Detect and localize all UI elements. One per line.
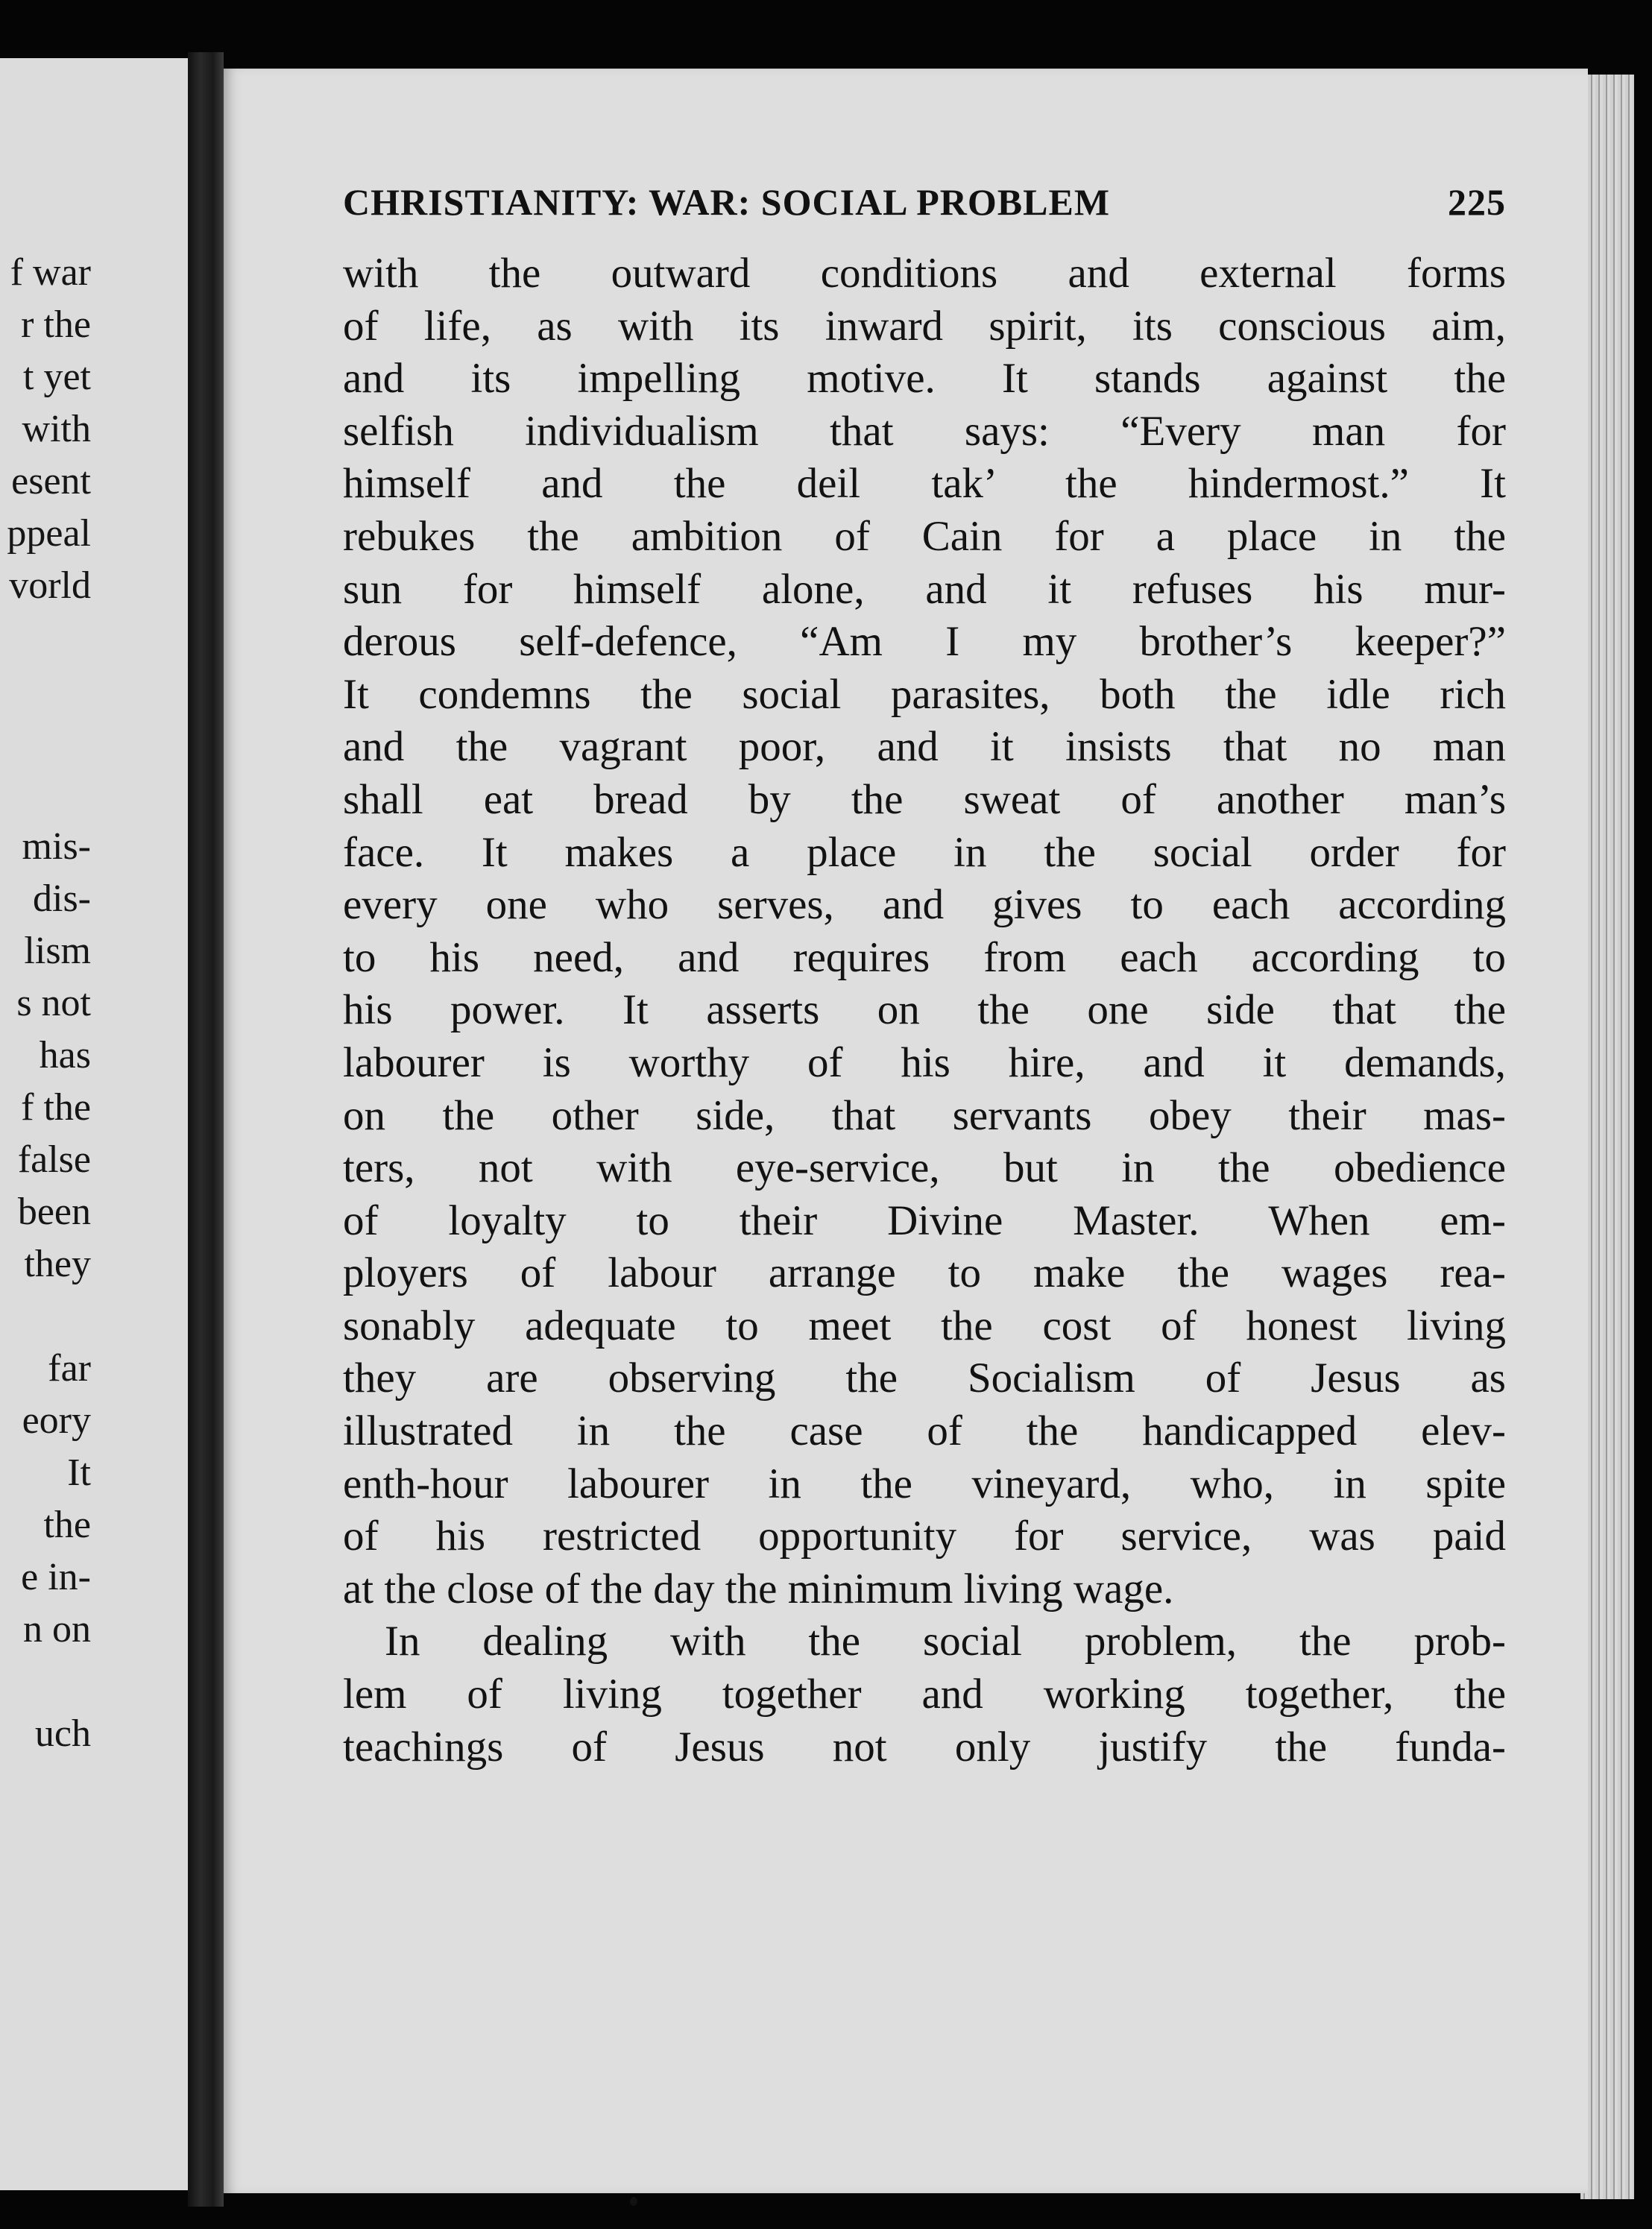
- text-line: enth-hour labourer in the vineyard, who, in spite: [343, 1460, 1506, 1507]
- text-line: sonably adequate to meet the cost of honest living: [343, 1302, 1506, 1349]
- left-line-fragment: mis-: [22, 825, 91, 868]
- left-facing-page: [0, 58, 188, 2190]
- text-line: rebukes the ambition of Cain for a place in the: [343, 512, 1506, 560]
- text-line: illustrated in the case of the handicapped elev-: [343, 1407, 1506, 1455]
- text-line: and its impelling motive. It stands against the: [343, 355, 1506, 403]
- text-line: teachings of Jesus not only justify the funda-: [343, 1723, 1506, 1771]
- left-line-fragment: dis-: [33, 877, 91, 920]
- text-line: labourer is worthy of his hire, and it demands,: [343, 1038, 1506, 1086]
- text-line: every one who serves, and gives to each according: [343, 881, 1506, 929]
- running-head-title: CHRISTIANITY: WAR: SOCIAL PROBLEM: [343, 181, 1111, 223]
- right-page: [224, 69, 1588, 2193]
- page-edge-stack: [1580, 75, 1634, 2199]
- left-line-fragment: eory: [22, 1399, 91, 1442]
- left-line-fragment: It: [67, 1451, 91, 1494]
- left-line-fragment: lism: [24, 930, 91, 972]
- book-gutter: [188, 52, 224, 2207]
- page-number: 225: [1448, 181, 1506, 223]
- left-line-fragment: with: [22, 408, 91, 450]
- left-line-fragment: uch: [34, 1712, 91, 1755]
- text-line: ployers of labour arrange to make the wages rea-: [343, 1249, 1506, 1297]
- left-line-fragment: t yet: [23, 356, 91, 398]
- text-line: his power. It asserts on the one side that the: [343, 986, 1506, 1034]
- left-line-fragment: has: [39, 1034, 91, 1076]
- left-line-fragment: they: [24, 1243, 91, 1285]
- text-line: with the outward conditions and external forms: [343, 250, 1506, 297]
- text-line: face. It makes a place in the social order for: [343, 828, 1506, 876]
- dust-speck: [630, 2197, 637, 2206]
- text-line: shall eat bread by the sweat of another man’s: [343, 775, 1506, 823]
- text-line: derous self-defence, “Am I my brother’s keeper?”: [343, 618, 1506, 666]
- paragraph-start-line: In dealing with the social problem, the prob-: [385, 1618, 1506, 1665]
- text-line: to his need, and requires from each according to: [343, 933, 1506, 981]
- left-line-fragment: r the: [21, 303, 91, 346]
- text-line: himself and the deil tak’ the hindermost.” It: [343, 460, 1506, 508]
- text-line: of life, as with its inward spirit, its conscious aim,: [343, 302, 1506, 350]
- left-line-fragment: f the: [21, 1086, 91, 1129]
- text-line: of loyalty to their Divine Master. When em-: [343, 1197, 1506, 1244]
- left-line-fragment: e in-: [21, 1556, 91, 1598]
- text-line: lem of living together and working together, the: [343, 1671, 1506, 1718]
- left-line-fragment: false: [17, 1138, 91, 1181]
- running-head: [343, 180, 1506, 224]
- paragraph-end-line: at the close of the day the minimum living wage.: [343, 1565, 1174, 1612]
- left-line-fragment: ppeal: [7, 512, 91, 555]
- left-line-fragment: vorld: [9, 564, 91, 607]
- text-line: It condemns the social parasites, both the idle rich: [343, 670, 1506, 718]
- text-line: they are observing the Socialism of Jesus as: [343, 1355, 1506, 1402]
- left-line-fragment: f war: [10, 251, 91, 294]
- left-line-fragment: esent: [11, 460, 91, 502]
- left-line-fragment: s not: [16, 982, 91, 1024]
- text-line: selfish individualism that says: “Every man for: [343, 407, 1506, 455]
- text-line: on the other side, that servants obey their mas-: [343, 1091, 1506, 1139]
- text-line: of his restricted opportunity for service, was paid: [343, 1513, 1506, 1560]
- text-line: ters, not with eye-service, but in the obedience: [343, 1144, 1506, 1192]
- left-line-fragment: far: [48, 1347, 91, 1390]
- page-body-text: [343, 248, 1506, 1774]
- text-line: and the vagrant poor, and it insists that no man: [343, 723, 1506, 771]
- text-line: sun for himself alone, and it refuses his mur-: [343, 565, 1506, 613]
- left-line-fragment: been: [17, 1191, 91, 1233]
- left-line-fragment: n on: [23, 1608, 91, 1651]
- left-line-fragment: the: [43, 1504, 91, 1546]
